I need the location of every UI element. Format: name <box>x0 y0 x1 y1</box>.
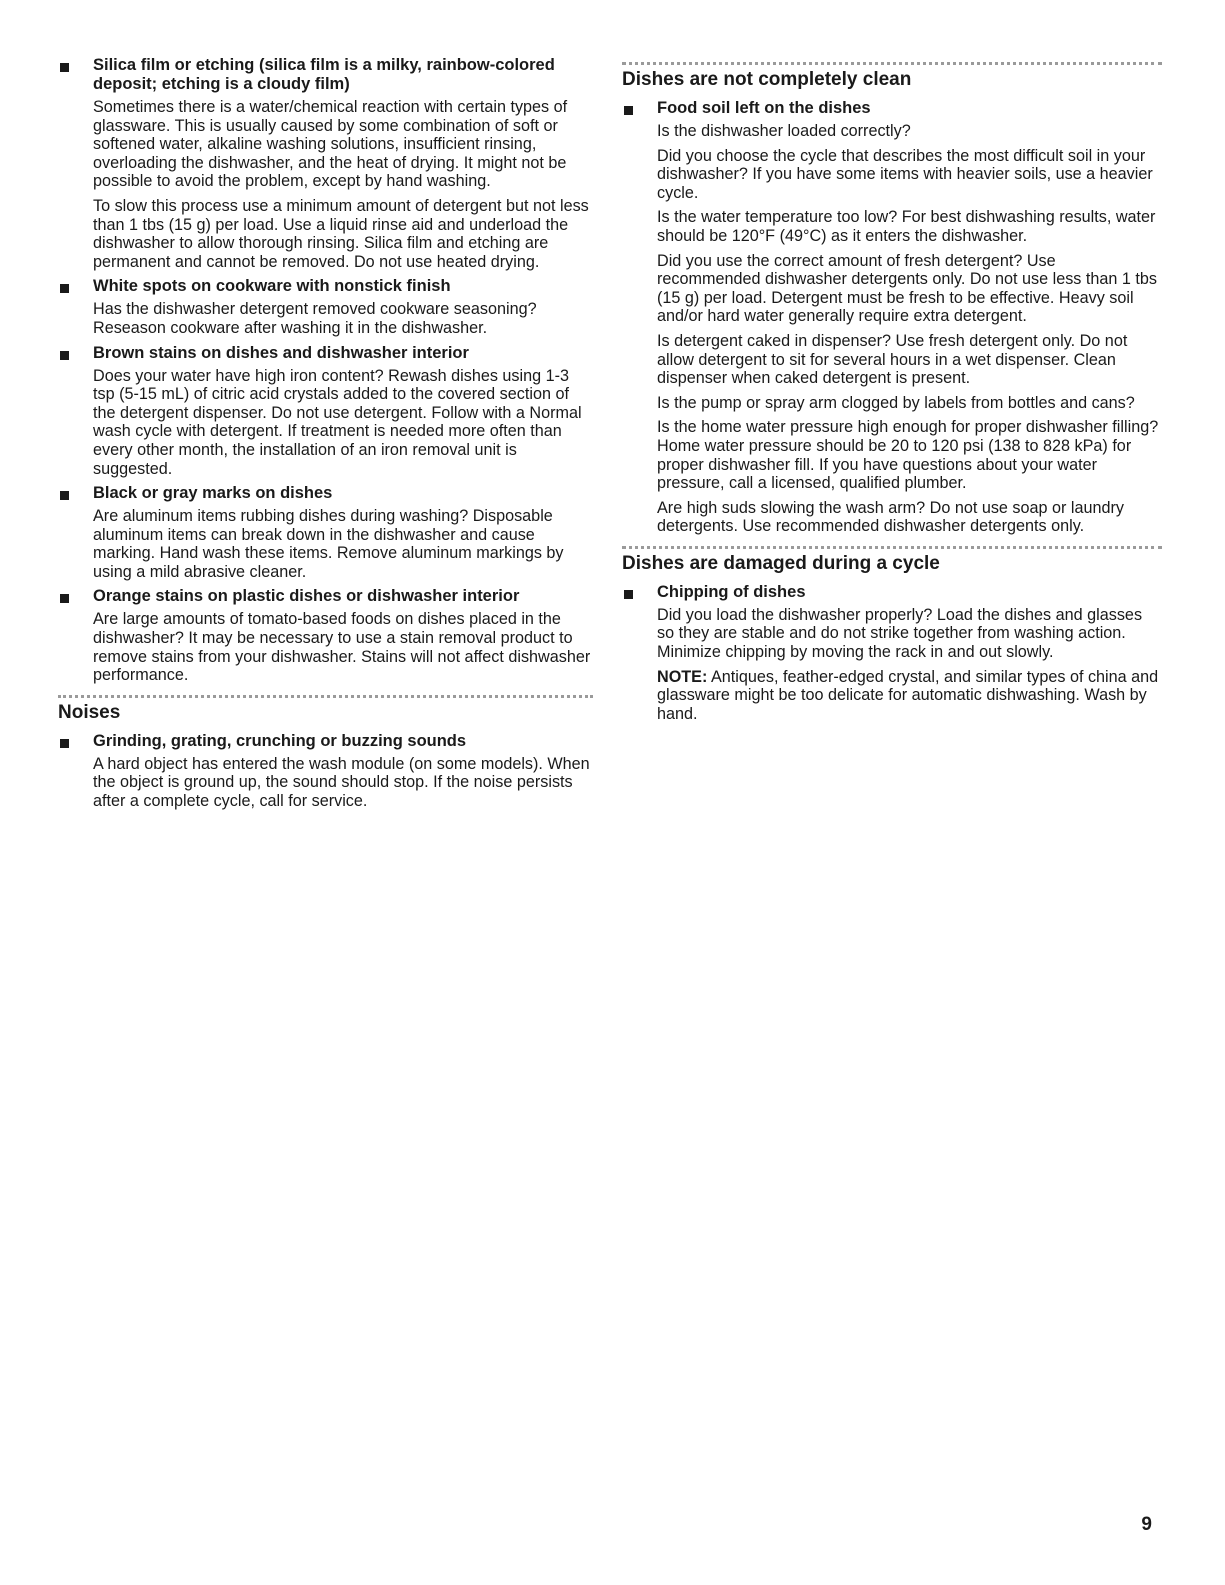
item-title: Brown stains on dishes and dishwasher interior <box>93 343 469 362</box>
list-item <box>58 344 593 479</box>
list-item <box>622 99 1162 536</box>
item-paragraph: Are high suds slowing the wash arm? Do not use soap or laundry detergents. Use recommended dishwasher detergents only. <box>657 498 1124 536</box>
item-paragraph: Is the water temperature too low? For best dishwashing results, water should be 120°F (49°C) as it enters the dishwasher. <box>657 208 1156 245</box>
list-item <box>58 484 593 581</box>
item-paragraph: Has the dishwasher detergent removed cookware seasoning? Reseason cookware after washing it in the dishwasher. <box>93 300 537 337</box>
item-paragraph: To slow this process use a minimum amount of detergent but not less than 1 tbs (15 g) per load. Use a liquid rinse aid and underload the dishwasher to allow thorough rinsing. Silica film and etching are permanent and cannot be removed. Do not use heated drying. <box>93 196 589 271</box>
square-bullet-icon <box>60 594 69 603</box>
left-column <box>58 56 593 817</box>
item-paragraph: Does your water have high iron content? Rewash dishes using 1-3 tsp (5-15 mL) of citric acid crystals added to the covered section of the detergent dispenser. Do not use detergent. Follow with a Normal wash cycle with detergent. If treatment is needed more often than every other month, the installation of an iron removal unit is suggested. <box>93 366 582 478</box>
note-paragraph <box>657 668 1162 724</box>
note-text: Antiques, feather-edged crystal, and similar types of china and glassware might be too delicate for automatic dishwashing. Wash by hand. <box>657 667 1159 723</box>
damaged-section <box>622 546 1162 724</box>
list-item <box>58 732 593 811</box>
item-paragraph: Sometimes there is a water/chemical reaction with certain types of glassware. This is usually caused by some combination of soft or softened water, alkaline washing solutions, insufficient rinsing, overloading the dishwasher, and the heat of drying. It might not be possible to avoid the problem, except by hand washing. <box>93 98 568 191</box>
item-paragraph: Is the dishwasher loaded correctly? <box>657 122 911 140</box>
square-bullet-icon <box>60 63 69 72</box>
section-heading: Dishes are damaged during a cycle <box>622 546 1162 575</box>
item-paragraph: Is detergent caked in dispenser? Use fresh detergent only. Do not allow detergent to sit for several hours in a wet dispenser. Clean dispenser when caked detergent is present. <box>657 331 1128 388</box>
square-bullet-icon <box>624 106 633 115</box>
item-paragraph: Is the home water pressure high enough for proper dishwasher filling? Home water pressure should be 20 to 120 psi (138 to 828 kPa) for proper dishwasher fill. If you have questions about your water pressure, call a licensed, qualified plumber. <box>657 418 1159 493</box>
item-paragraph: Did you load the dishwasher properly? Load the dishes and glasses so they are stable and do not strike together from washing action. Minimize chipping by moving the rack in and out slowly. <box>657 605 1143 662</box>
item-paragraph: Are large amounts of tomato-based foods on dishes placed in the dishwasher? It may be necessary to use a stain removal product to remove stains from your dishwasher. Stains will not affect dishwasher performance. <box>93 610 591 685</box>
note-label: NOTE: <box>657 667 708 686</box>
page-number: 9 <box>1141 1514 1152 1535</box>
item-title: Chipping of dishes <box>657 582 806 601</box>
item-paragraph: Did you use the correct amount of fresh detergent? Use recommended dishwasher detergents only. Do not use less than 1 tbs (15 g) per load. Detergent must be fresh to be effective. Heavy soil and/or hard water generally require extra detergent. <box>657 251 1157 326</box>
item-paragraph: Is the pump or spray arm clogged by labels from bottles and cans? <box>657 393 1135 412</box>
section-heading: Noises <box>58 695 593 724</box>
list-item <box>58 277 593 337</box>
noises-section <box>58 695 593 811</box>
square-bullet-icon <box>60 739 69 748</box>
item-title: White spots on cookware with nonstick finish <box>93 277 451 296</box>
item-paragraph: A hard object has entered the wash module (on some models). When the object is ground up, the sound should stop. If the noise persists after a complete cycle, call for service. <box>93 754 590 811</box>
square-bullet-icon <box>60 491 69 500</box>
list-item <box>58 587 593 684</box>
left-items <box>58 56 593 685</box>
square-bullet-icon <box>60 284 69 293</box>
square-bullet-icon <box>60 351 69 360</box>
item-title: Silica film or etching (silica film is a milky, rainbow-colored deposit; etching is a cloudy film) <box>93 56 555 93</box>
list-item <box>622 583 1162 724</box>
list-item <box>58 56 593 271</box>
item-title: Grinding, grating, crunching or buzzing sounds <box>93 731 467 750</box>
not-clean-section <box>622 62 1162 536</box>
section-heading: Dishes are not completely clean <box>622 62 1162 91</box>
right-column <box>622 62 1162 729</box>
item-paragraph: Did you choose the cycle that describes the most difficult soil in your dishwasher? If you have some items with heavier soils, use a heavier cycle. <box>657 146 1153 202</box>
item-title: Food soil left on the dishes <box>657 99 871 117</box>
item-title: Orange stains on plastic dishes or dishwasher interior <box>93 587 520 606</box>
item-paragraph: Are aluminum items rubbing dishes during washing? Disposable aluminum items can break down in the dishwasher and cause marking. Hand wash these items. Remove aluminum markings by using a mild abrasive cleaner. <box>93 507 564 581</box>
item-title: Black or gray marks on dishes <box>93 484 333 503</box>
square-bullet-icon <box>624 590 633 599</box>
